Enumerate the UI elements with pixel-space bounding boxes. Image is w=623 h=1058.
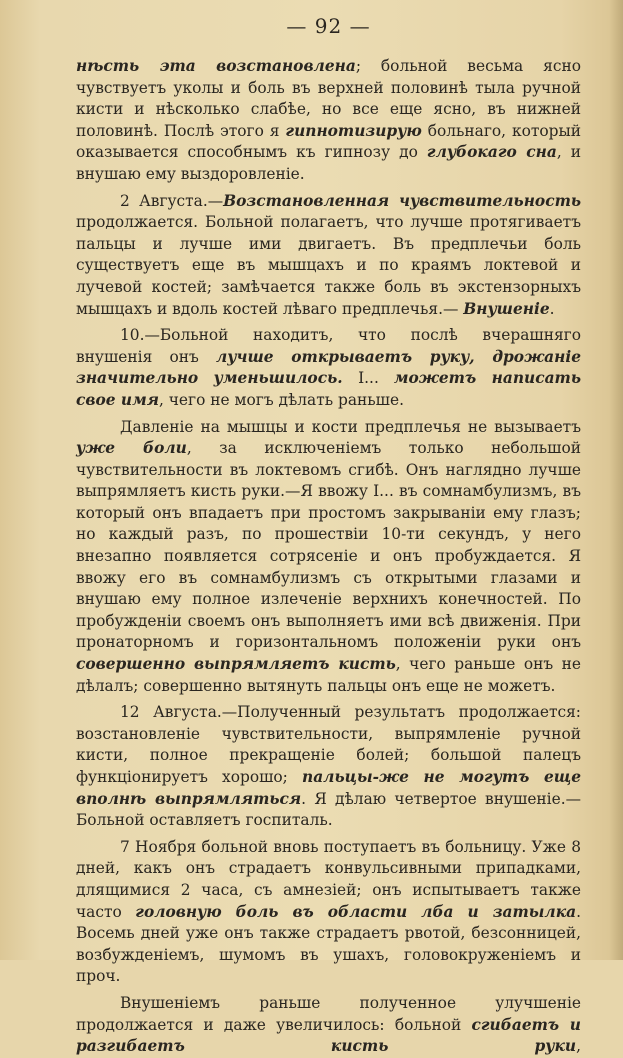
text-run: , [576,1037,581,1056]
emphasized-text: уже боли [76,439,187,458]
page-edge-shadow [609,0,623,960]
emphasized-text: гипнотизирую [285,121,422,140]
emphasized-text: можетъ написать свое имя [76,369,581,409]
text-run: . Восемь дней уже онъ также страдаетъ рвотой, безсонницей, возбужденіемъ, шумомъ въ ушахъ, головокруженіемъ и проч. [76,902,581,986]
paragraph [76,325,581,411]
text-run: ; больной весьма ясно чувствуетъ уколы и боль въ верхней половинѣ тыла ручной кисти и нѣсколько слабѣе, но все еще ясно, въ нижней половинѣ. Послѣ этого я [76,57,581,140]
text-run: Внушеніемъ раньше полученное улучшеніе продолжается и даже увеличилось: больной [76,993,581,1034]
emphasized-text: глубокаго сна [426,143,557,162]
text-run: , и внушаю ему выздоровленіе. [76,143,581,183]
emphasized-text: лучше открываетъ руку, дрожаніе значительно уменьшилось. [76,347,581,388]
paragraph [76,417,581,698]
text-run: 2 Августа.— [120,191,224,210]
text-run: . Я дѣлаю четвертое внушеніе.—Больной оставляетъ госпиталь. [76,789,581,830]
paragraph [76,191,581,321]
text-run: . [549,299,555,318]
emphasized-text: головную боль въ области лба и затылка [135,902,577,921]
text-run: 7 Ноября больной вновь поступаетъ въ больницу. Уже 8 дней, какъ онъ страдаетъ конвульсивными припадками, длящимися 2 часа, съ амнезіей; онъ испытываетъ также часто [76,837,581,921]
text-run: 12 Августа.—Полученный результатъ продолжается: возстановленіе чувствительности, выпрямленіе ручной кисти, полное прекращеніе болей; большой палецъ функціонируетъ хорошо; [76,703,581,786]
paragraph [76,837,581,988]
text-run: 10.—Больной находитъ, что послѣ вчерашняго внушенія онъ [76,326,581,366]
paragraph [76,56,581,186]
paragraph [76,993,581,1058]
page-number: — 92 — [286,14,371,38]
emphasized-text: сгибаетъ и разгибаетъ кисть руки [76,1015,581,1056]
text-run: , чего раньше онъ не дѣлалъ; совершенно вытянуть пальцы онъ еще не можетъ. [76,655,581,695]
body-text [76,56,581,1058]
text-run: , за исключеніемъ только небольшой чувствительности въ локтевомъ сгибѣ. Онъ наглядно лучше выпрямляетъ кисть руки.—Я ввожу I... въ сомнамбулизмъ, въ который онъ впадаетъ при простомъ закрываніи ему глазъ; но каждый разъ, по прошествіи 10-ти секундъ, у него внезапно появляется сотрясеніе и онъ пробуждается. Я ввожу его въ сомнамбулизмъ съ открытыми глазами и внушаю ему полное излеченіе верхнихъ конечностей. По пробужденіи своемъ онъ выполняетъ ими всѣ движенія. При пронаторномъ и горизонтальномъ положеніи руки онъ [76,439,582,652]
text-run: I... [358,369,394,388]
text-run: больнаго, который оказывается способнымъ къ гипнозу до [76,121,582,162]
paragraph [76,702,581,832]
emphasized-text: совершенно выпрямляетъ кисть [76,655,396,674]
text-run: , чего не могъ дѣлать раньше. [158,390,404,409]
emphasized-text: Внушеніе [463,299,550,318]
emphasized-text: нѣсть эта возстановлена [76,57,356,75]
emphasized-text: пальцы-же не могутъ еще вполнѣ выпрямляться [76,768,581,808]
text-run: Давленіе на мышцы и кости предплечья не вызываетъ [120,417,581,436]
emphasized-text: Возстановленная чувствительность [223,191,582,210]
text-run: продолжается. Больной полагаетъ, что лучше протягиваетъ пальцы и лучше ими двигаетъ. Въ предплечьи боль существуетъ еще въ мышцахъ и по краямъ локтевой и лучевой костей; замѣчается также боль въ экстензорныхъ мышцахъ и вдоль костей лѣваго предплечья.— [76,213,581,318]
